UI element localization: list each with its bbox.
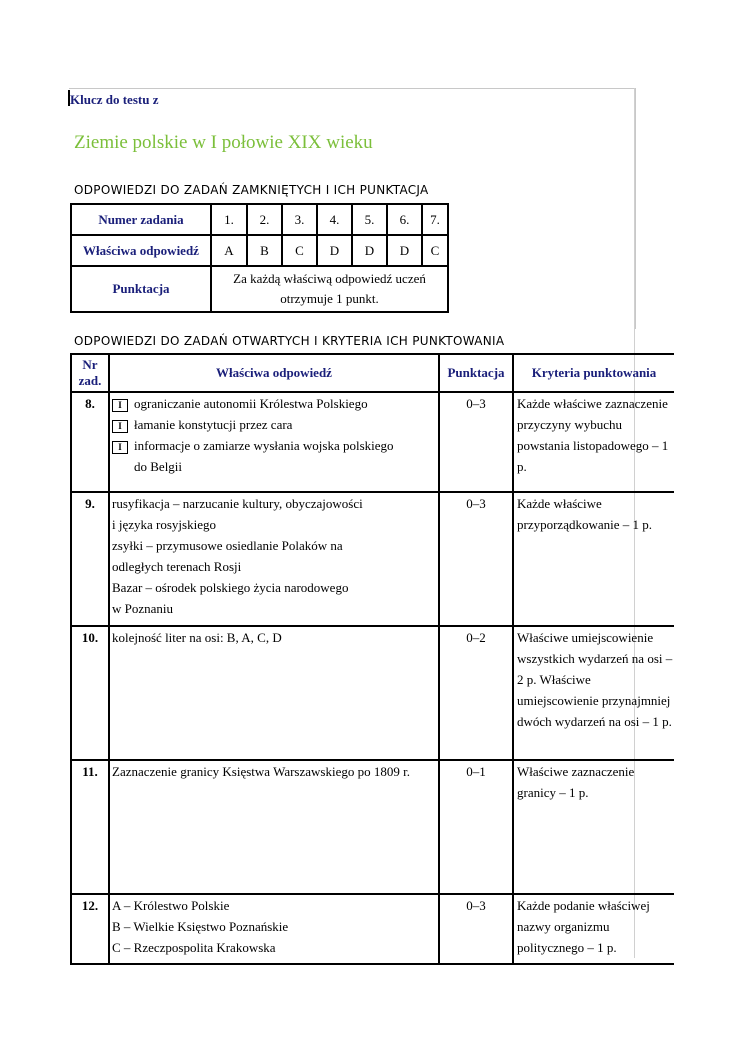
- open-section-title: ODPOWIEDZI DO ZADAŃ OTWARTYCH I KRYTERIA ICH PUNKTOWANIA: [74, 334, 505, 348]
- task-criteria: Właściwe umiejscowienie wszystkich wydarzeń na osi – 2 p. Właściwe umiejscowienie przynajmniej dwóch wydarzeń na osi – 1 p.: [513, 626, 674, 760]
- open-answers-table: [70, 353, 674, 965]
- answer-line: A – Królestwo Polskie: [112, 898, 230, 913]
- task-number: 11.: [71, 760, 109, 894]
- table-row: [71, 392, 674, 492]
- answer-line: odległych terenach Rosji: [112, 559, 242, 574]
- closed-number-row: [71, 204, 448, 235]
- key-label: [70, 92, 158, 108]
- answer-line: do Belgii: [134, 459, 183, 474]
- closed-score-row: [71, 266, 448, 312]
- task-criteria: Każde właściwe zaznaczenie przyczyny wybuchu powstania listopadowego – 1 p.: [513, 392, 674, 492]
- answer-line: Bazar – ośrodek polskiego życia narodowego: [112, 580, 349, 595]
- answer-line: C – Rzeczpospolita Krakowska: [112, 940, 276, 955]
- answer-line: rusyfikacja – narzucanie kultury, obyczajowości: [112, 496, 363, 511]
- header-nr: Nr zad.: [71, 354, 109, 392]
- table-row: [71, 894, 674, 964]
- open-header-row: [71, 354, 674, 392]
- task-number: 10.: [71, 626, 109, 760]
- closed-answer-cell: C: [282, 235, 317, 266]
- closed-section-title: ODPOWIEDZI DO ZADAŃ ZAMKNIĘTYCH I ICH PUNKTACJA: [74, 183, 429, 197]
- closed-number-cell: 2.: [247, 204, 282, 235]
- closed-answer-cell: B: [247, 235, 282, 266]
- closed-number-cell: 5.: [352, 204, 387, 235]
- task-number: 12.: [71, 894, 109, 964]
- closed-answer-cell: D: [317, 235, 352, 266]
- answer-line: [112, 414, 438, 435]
- closed-answer-cell: D: [352, 235, 387, 266]
- closed-number-cell: 1.: [211, 204, 247, 235]
- task-points: 0–3: [439, 492, 513, 626]
- closed-number-cell: 6.: [387, 204, 422, 235]
- task-points: 0–3: [439, 392, 513, 492]
- closed-score-text: Za każdą właściwą odpowiedź uczeń otrzymuje 1 punkt.: [211, 266, 448, 312]
- closed-answer-cell: A: [211, 235, 247, 266]
- answer-line: B – Wielkie Księstwo Poznańskie: [112, 919, 289, 934]
- task-criteria: Właściwe zaznaczenie granicy – 1 p.: [513, 760, 674, 894]
- answer-line: [112, 393, 438, 414]
- task-number: 8.: [71, 392, 109, 492]
- closed-number-cell: 3.: [282, 204, 317, 235]
- task-criteria: Każde podanie właściwej nazwy organizmu politycznego – 1 p.: [513, 894, 674, 964]
- table-row: [71, 492, 674, 626]
- header-answer: Właściwa odpowiedź: [109, 354, 439, 392]
- closed-answers-table: [70, 203, 449, 313]
- text-cursor: [68, 90, 70, 106]
- row-label-score: Punktacja: [71, 266, 211, 312]
- answer-line: kolejność liter na osi: B, A, C, D: [112, 630, 282, 645]
- answer-line: [112, 435, 438, 456]
- row-label-answer: Właściwa odpowiedź: [71, 235, 211, 266]
- answer-text: informacje o zamiarze wysłania wojska polskiego: [134, 438, 394, 453]
- closed-answer-row: [71, 235, 448, 266]
- checkbox-icon: I: [112, 399, 128, 412]
- header-points: Punktacja: [439, 354, 513, 392]
- header-criteria: Kryteria punktowania: [513, 354, 674, 392]
- task-answer: [109, 492, 439, 626]
- document-title: Ziemie polskie w I połowie XIX wieku: [74, 132, 373, 153]
- closed-number-cell: 4.: [317, 204, 352, 235]
- table-row: [71, 760, 674, 894]
- task-points: 0–1: [439, 760, 513, 894]
- answer-line: i języka rosyjskiego: [112, 517, 216, 532]
- key-label-text: Klucz do testu z: [70, 92, 159, 107]
- checkbox-icon: I: [112, 420, 128, 433]
- row-label-number: Numer zadania: [71, 204, 211, 235]
- answer-line: w Poznaniu: [112, 601, 174, 616]
- task-number: 9.: [71, 492, 109, 626]
- task-points: 0–3: [439, 894, 513, 964]
- answer-text: ograniczanie autonomii Królestwa Polskiego: [134, 396, 368, 411]
- closed-answer-cell: D: [387, 235, 422, 266]
- answer-line: zsyłki – przymusowe osiedlanie Polaków na: [112, 538, 343, 553]
- table-row: [71, 626, 674, 760]
- task-points: 0–2: [439, 626, 513, 760]
- answer-text: łamanie konstytucji przez cara: [134, 417, 293, 432]
- closed-number-cell: 7.: [422, 204, 448, 235]
- task-answer: Zaznaczenie granicy Księstwa Warszawskiego po 1809 r.: [109, 760, 439, 894]
- closed-answer-cell: C: [422, 235, 448, 266]
- task-answer: [109, 894, 439, 964]
- task-answer: [109, 626, 439, 760]
- checkbox-icon: I: [112, 441, 128, 454]
- task-answer: [109, 392, 439, 492]
- task-criteria: Każde właściwe przyporządkowanie – 1 p.: [513, 492, 674, 626]
